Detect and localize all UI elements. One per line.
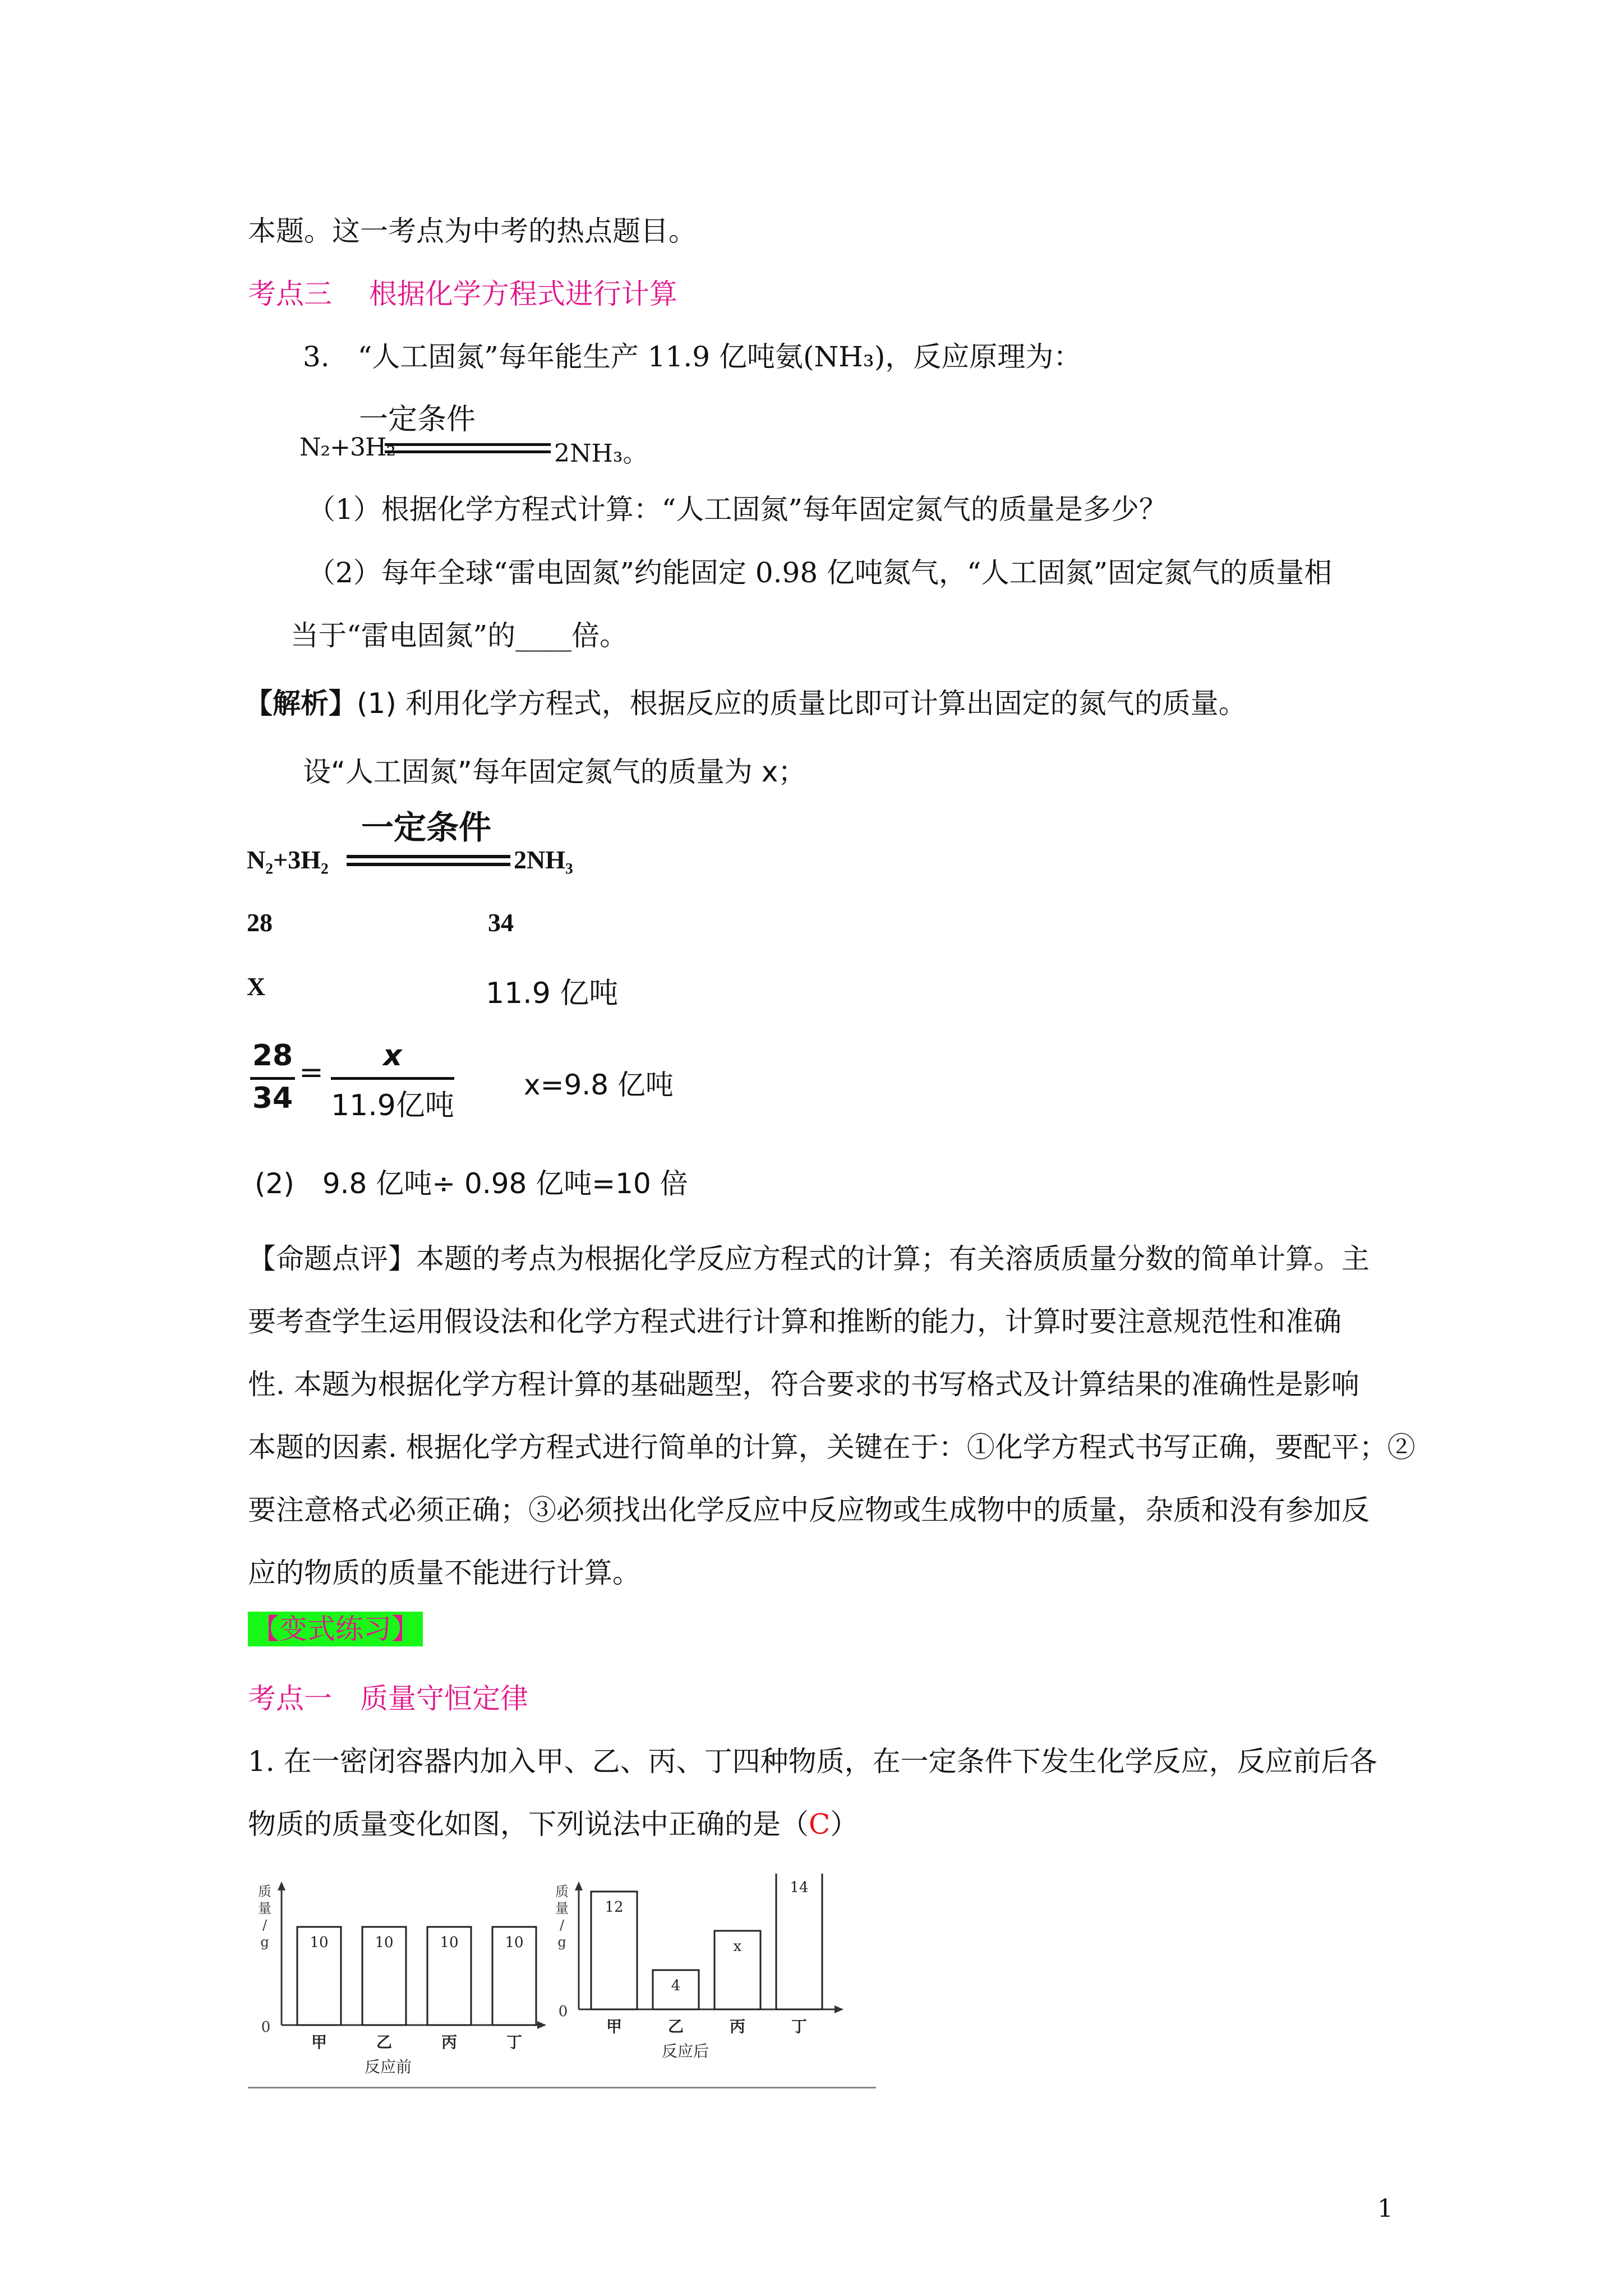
solution-mass-left: 28: [247, 908, 273, 937]
solution-line2: 设“人工固氮”每年固定氮气的质量为 x；: [303, 756, 806, 788]
comment-line5: 要注意格式必须正确；③必须找出化学反应中反应物或生成物中的质量，杂质和没有参加反: [248, 1494, 1370, 1526]
solution-eq-right: 2NH₃: [514, 845, 573, 874]
q3-part1: （1）根据化学方程式计算：“人工固氮”每年固定氮气的质量是多少？: [307, 493, 1167, 526]
solution-condition: 一定条件: [361, 808, 492, 846]
category-label: 乙: [667, 2017, 684, 2036]
x-axis-arrow: [834, 2005, 843, 2013]
frac2-bar: [331, 1077, 454, 1080]
q3-eq-right: 2NH₃。: [554, 439, 648, 468]
proportion-equals: =: [299, 1056, 324, 1089]
comment-line3: 性. 本题为根据化学方程计算的基础题型，符合要求的书写格式及计算结果的准确性是影响: [248, 1368, 1359, 1401]
q3-line1: 3. “人工固氮”每年能生产 11.9 亿吨氨(NH₃)，反应原理为：: [303, 341, 1082, 373]
solution-text: (1) 利用化学方程式，根据反应的质量比即可计算出固定的氮气的质量。: [357, 687, 1247, 720]
y-axis-label-char: 量: [258, 1901, 271, 1916]
category-label: 甲: [311, 2033, 328, 2051]
intro-line: 本题。这一考点为中考的热点题目。: [248, 215, 697, 247]
solution-result: x=9.8 亿吨: [524, 1069, 674, 1101]
y-axis-label-char: /: [262, 1917, 268, 1933]
origin-label: 0: [261, 2019, 271, 2036]
solution-mass-right: 34: [488, 908, 514, 937]
solution-eq-left: N₂+3H₂: [247, 845, 329, 874]
bar-value-label: 12: [605, 1899, 624, 1916]
y-axis-label-char: 质: [258, 1884, 271, 1899]
solution-part2: (2) 9.8 亿吨÷ 0.98 亿吨=10 倍: [255, 1167, 688, 1200]
practice-label: [248, 1611, 423, 1647]
frac2-denominator: 11.9亿吨: [331, 1089, 454, 1122]
comment-line2: 要考查学生运用假设法和化学方程式进行计算和推断的能力，计算时要注意规范性和准确: [248, 1305, 1341, 1338]
y-axis-label-char: 质: [555, 1884, 569, 1899]
practice-label-text: 【变式练习】: [248, 1612, 423, 1646]
topic1-heading: 考点一 质量守恒定律: [248, 1682, 528, 1715]
bar-value-label: 10: [375, 1934, 394, 1951]
q3-condition: 一定条件: [359, 403, 476, 436]
frac1-numerator: 28: [252, 1039, 293, 1073]
category-label: 丁: [506, 2033, 523, 2051]
solution-label: 【解析】: [245, 687, 357, 720]
bar-value-label: 4: [671, 1977, 681, 1994]
bar-value-label: 10: [505, 1934, 524, 1951]
y-axis-arrow: [278, 1881, 285, 1890]
q3-part2-line1: （2）每年全球“雷电固氮”约能固定 0.98 亿吨氮气，“人工固氮”固定氮气的质量相: [307, 556, 1332, 589]
category-label: 乙: [376, 2033, 393, 2051]
category-label: 丙: [441, 2033, 458, 2051]
y-axis-label-char: /: [559, 1917, 565, 1933]
comment-line1: 【命题点评】本题的考点为根据化学反应方程式的计算；有关溶质质量分数的简单计算。主: [248, 1243, 1370, 1275]
solution-x-left: X: [247, 972, 266, 1001]
q1-line1: 1. 在一密闭容器内加入甲、乙、丙、丁四种物质，在一定条件下发生化学反应，反应前后各: [248, 1745, 1377, 1778]
q3-eq-left: N₂+3H₂: [299, 433, 396, 462]
x-axis-arrow: [537, 2021, 546, 2029]
bar-value-label: 10: [310, 1934, 329, 1951]
topic3-heading: 考点三 根据化学方程式进行计算: [248, 278, 677, 310]
origin-label: 0: [558, 2003, 568, 2020]
bar-chart-figure: [248, 1874, 876, 2088]
frac1-bar: [250, 1077, 295, 1080]
y-axis-label-char: 量: [555, 1901, 569, 1916]
q1-line2-suffix: ）: [830, 1808, 859, 1841]
bar-value-label: 14: [790, 1879, 809, 1896]
charts-svg: [248, 1874, 876, 2087]
q1-line2: [248, 1793, 858, 1856]
y-axis-arrow: [575, 1881, 583, 1890]
solution-equals-sign: [347, 855, 510, 866]
y-axis-label-char: g: [260, 1934, 269, 1950]
solution-line1: [245, 683, 1247, 724]
x-axis-caption: 反应前: [364, 2058, 412, 2076]
bar-value-label: x: [733, 1938, 742, 1955]
solution-x-right: 11.9 亿吨: [486, 977, 619, 1010]
q3-equals-sign: [385, 443, 551, 453]
bar-value-label: 10: [440, 1934, 459, 1951]
page-number: 1: [1377, 2194, 1393, 2223]
frac1-denominator: 34: [252, 1082, 293, 1115]
comment-line6: 应的物质的质量不能进行计算。: [248, 1557, 640, 1589]
category-label: 丙: [729, 2017, 746, 2036]
q1-answer: C: [809, 1808, 831, 1841]
comment-line4: 本题的因素. 根据化学方程式进行简单的计算，关键在于：①化学方程式书写正确，要配平；②: [248, 1431, 1415, 1464]
frac2-numerator: x: [383, 1039, 402, 1073]
x-axis-caption: 反应后: [661, 2042, 709, 2060]
category-label: 甲: [606, 2017, 623, 2036]
y-axis-label-char: g: [557, 1934, 566, 1950]
q3-part2-line2: 当于“雷电固氮”的____倍。: [291, 619, 628, 652]
q1-line2-text: 物质的质量变化如图，下列说法中正确的是（: [248, 1808, 809, 1841]
category-label: 丁: [791, 2017, 808, 2036]
